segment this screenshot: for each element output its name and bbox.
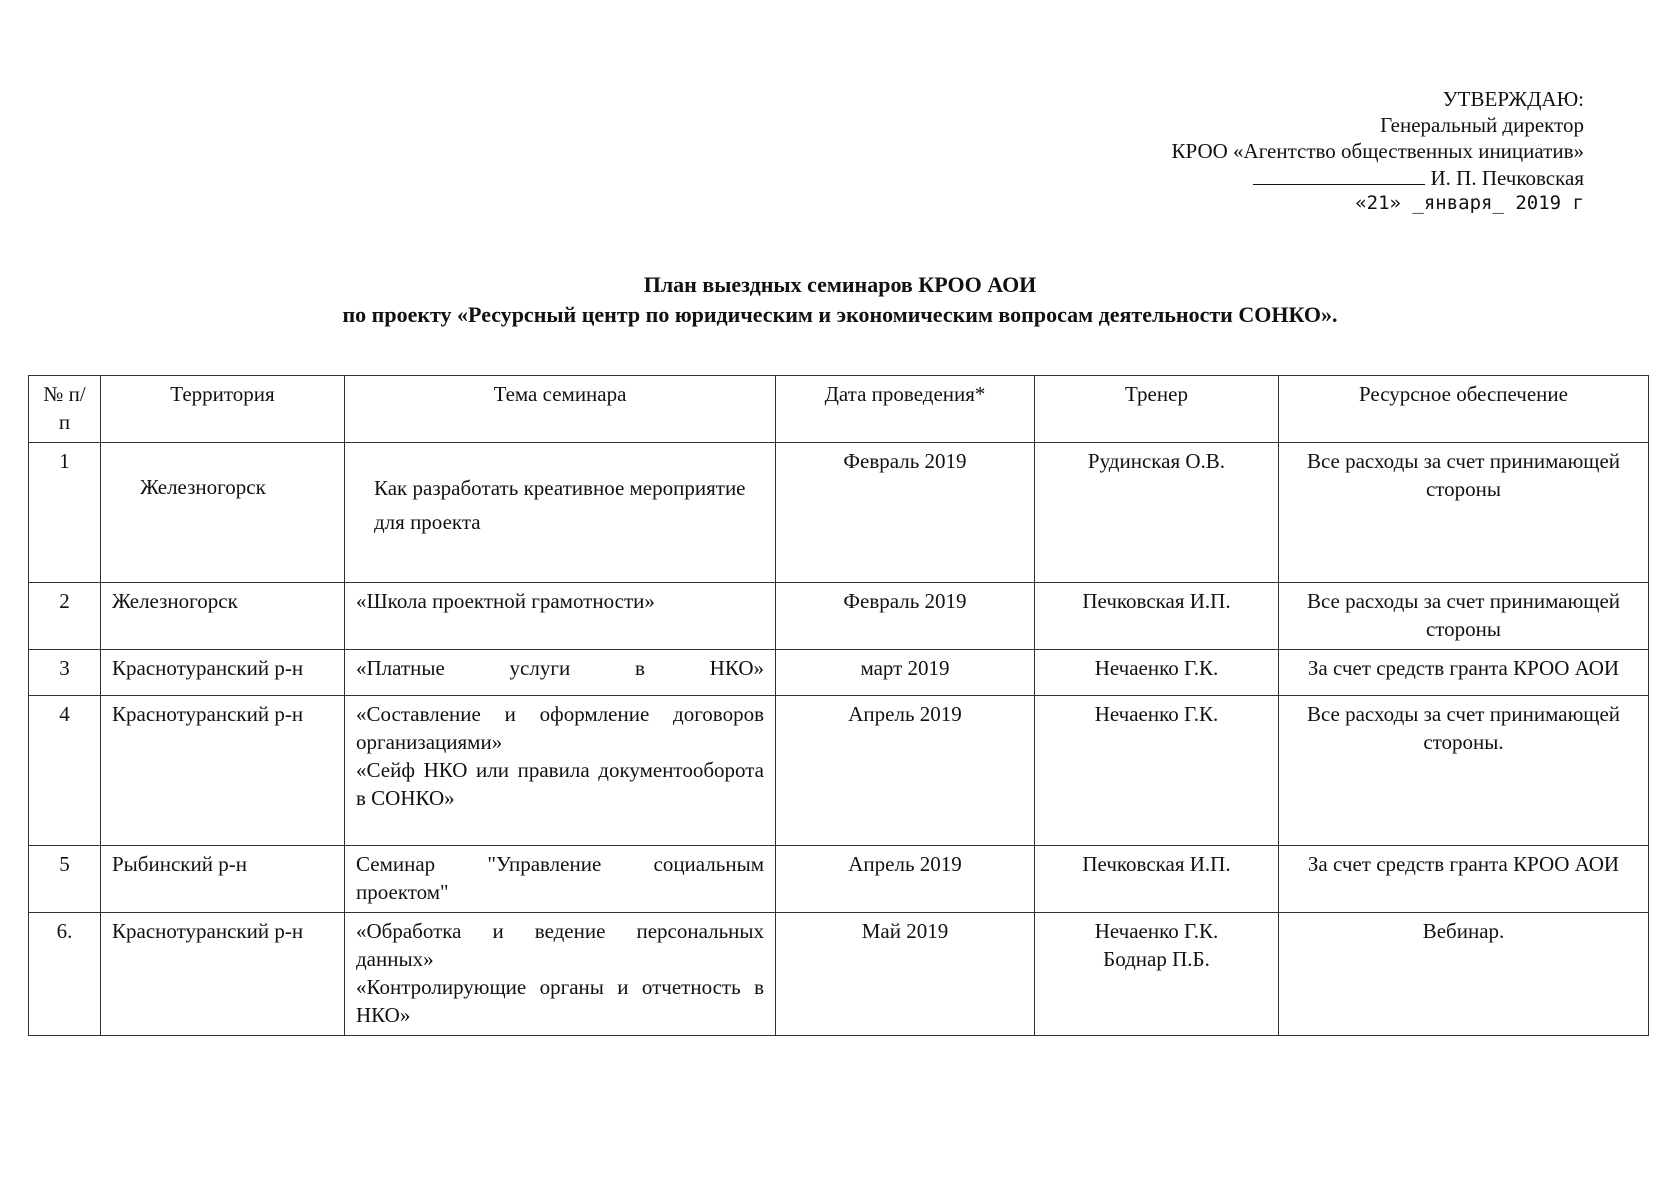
topic-text: Семинар "Управление социальным проектом" bbox=[356, 852, 764, 904]
approval-heading: УТВЕРЖДАЮ: bbox=[1442, 87, 1584, 111]
approval-signatory: И. П. Печковская bbox=[1430, 166, 1584, 190]
topic-text: «Школа проектной грамотности» bbox=[356, 589, 655, 613]
cell-trainer bbox=[1035, 913, 1279, 1036]
trainer-name: Печковская И.П. bbox=[1082, 852, 1231, 876]
cell-trainer bbox=[1035, 650, 1279, 696]
cell-date: Февраль 2019 bbox=[776, 583, 1035, 650]
cell-num: 5 bbox=[29, 846, 101, 913]
topic-text: «Обработка и ведение персональных данных» bbox=[356, 919, 764, 971]
cell-resources: Вебинар. bbox=[1279, 913, 1649, 1036]
cell-territory: Краснотуранский р-н bbox=[101, 913, 345, 1036]
table-row bbox=[29, 846, 1649, 913]
topic-text: Как разработать креативное мероприятие для проекта bbox=[374, 476, 746, 534]
cell-date: Май 2019 bbox=[776, 913, 1035, 1036]
seminar-plan-table bbox=[28, 375, 1649, 1036]
header-date: Дата проведения* bbox=[776, 376, 1035, 443]
topic-text: «Платные услуги в НКО» bbox=[356, 656, 764, 680]
trainer-name: Нечаенко Г.К. bbox=[1094, 702, 1219, 726]
topic-text: «Контролирующие органы и отчетность в НКО» bbox=[356, 975, 764, 1027]
table-header-row bbox=[29, 376, 1649, 443]
cell-topic bbox=[345, 583, 776, 650]
trainer-name: Боднар П.Б. bbox=[1103, 947, 1210, 971]
table-row bbox=[29, 443, 1649, 583]
cell-resources: За счет средств гранта КРОО АОИ bbox=[1279, 846, 1649, 913]
topic-text: «Составление и оформление договоров организациями» bbox=[356, 702, 764, 754]
cell-trainer bbox=[1035, 443, 1279, 583]
cell-num: 3 bbox=[29, 650, 101, 696]
trainer-name: Рудинская О.В. bbox=[1087, 449, 1226, 473]
cell-territory: Краснотуранский р-н bbox=[101, 650, 345, 696]
header-trainer: Тренер bbox=[1035, 376, 1279, 443]
table-row bbox=[29, 650, 1649, 696]
approval-block bbox=[1064, 86, 1584, 216]
cell-trainer bbox=[1035, 583, 1279, 650]
cell-date: Апрель 2019 bbox=[776, 696, 1035, 846]
cell-territory: Железногорск bbox=[101, 583, 345, 650]
trainer-name: Нечаенко Г.К. bbox=[1094, 919, 1219, 943]
territory-text: Железногорск bbox=[140, 475, 266, 499]
trainer-name: Нечаенко Г.К. bbox=[1094, 656, 1219, 680]
title-line-2: по проекту «Ресурсный центр по юридическим и экономическим вопросам деятельности СОНКО». bbox=[342, 302, 1338, 327]
cell-territory: Рыбинский р-н bbox=[101, 846, 345, 913]
cell-num: 6. bbox=[29, 913, 101, 1036]
cell-date: март 2019 bbox=[776, 650, 1035, 696]
header-territory: Территория bbox=[101, 376, 345, 443]
cell-resources: Все расходы за счет принимающей стороны. bbox=[1279, 696, 1649, 846]
header-topic: Тема семинара bbox=[345, 376, 776, 443]
signature-underline bbox=[1253, 164, 1425, 185]
table-row bbox=[29, 583, 1649, 650]
approval-signature-line bbox=[1064, 164, 1584, 190]
table-row bbox=[29, 913, 1649, 1036]
cell-resources: Все расходы за счет принимающей стороны bbox=[1279, 583, 1649, 650]
cell-trainer bbox=[1035, 846, 1279, 913]
cell-topic bbox=[345, 443, 776, 583]
approval-organization: КРОО «Агентство общественных инициатив» bbox=[1171, 139, 1584, 163]
title-line-1: План выездных семинаров КРОО АОИ bbox=[643, 272, 1037, 297]
cell-date: Февраль 2019 bbox=[776, 443, 1035, 583]
header-resources: Ресурсное обеспечение bbox=[1279, 376, 1649, 443]
document-title bbox=[0, 270, 1680, 330]
cell-territory bbox=[101, 443, 345, 583]
cell-num: 1 bbox=[29, 443, 101, 583]
cell-num: 2 bbox=[29, 583, 101, 650]
topic-text: «Сейф НКО или правила документооборота в СОНКО» bbox=[356, 758, 764, 810]
cell-resources: Все расходы за счет принимающей стороны bbox=[1279, 443, 1649, 583]
cell-date: Апрель 2019 bbox=[776, 846, 1035, 913]
cell-resources: За счет средств гранта КРОО АОИ bbox=[1279, 650, 1649, 696]
cell-num: 4 bbox=[29, 696, 101, 846]
approval-position: Генеральный директор bbox=[1380, 113, 1584, 137]
cell-topic bbox=[345, 696, 776, 846]
table-row bbox=[29, 696, 1649, 846]
cell-topic bbox=[345, 846, 776, 913]
cell-topic bbox=[345, 650, 776, 696]
trainer-name: Печковская И.П. bbox=[1082, 589, 1231, 613]
cell-territory: Краснотуранский р-н bbox=[101, 696, 345, 846]
approval-date: «21» _января_ 2019 г bbox=[1355, 192, 1584, 214]
cell-trainer bbox=[1035, 696, 1279, 846]
header-num: № п/п bbox=[29, 376, 101, 443]
cell-topic bbox=[345, 913, 776, 1036]
